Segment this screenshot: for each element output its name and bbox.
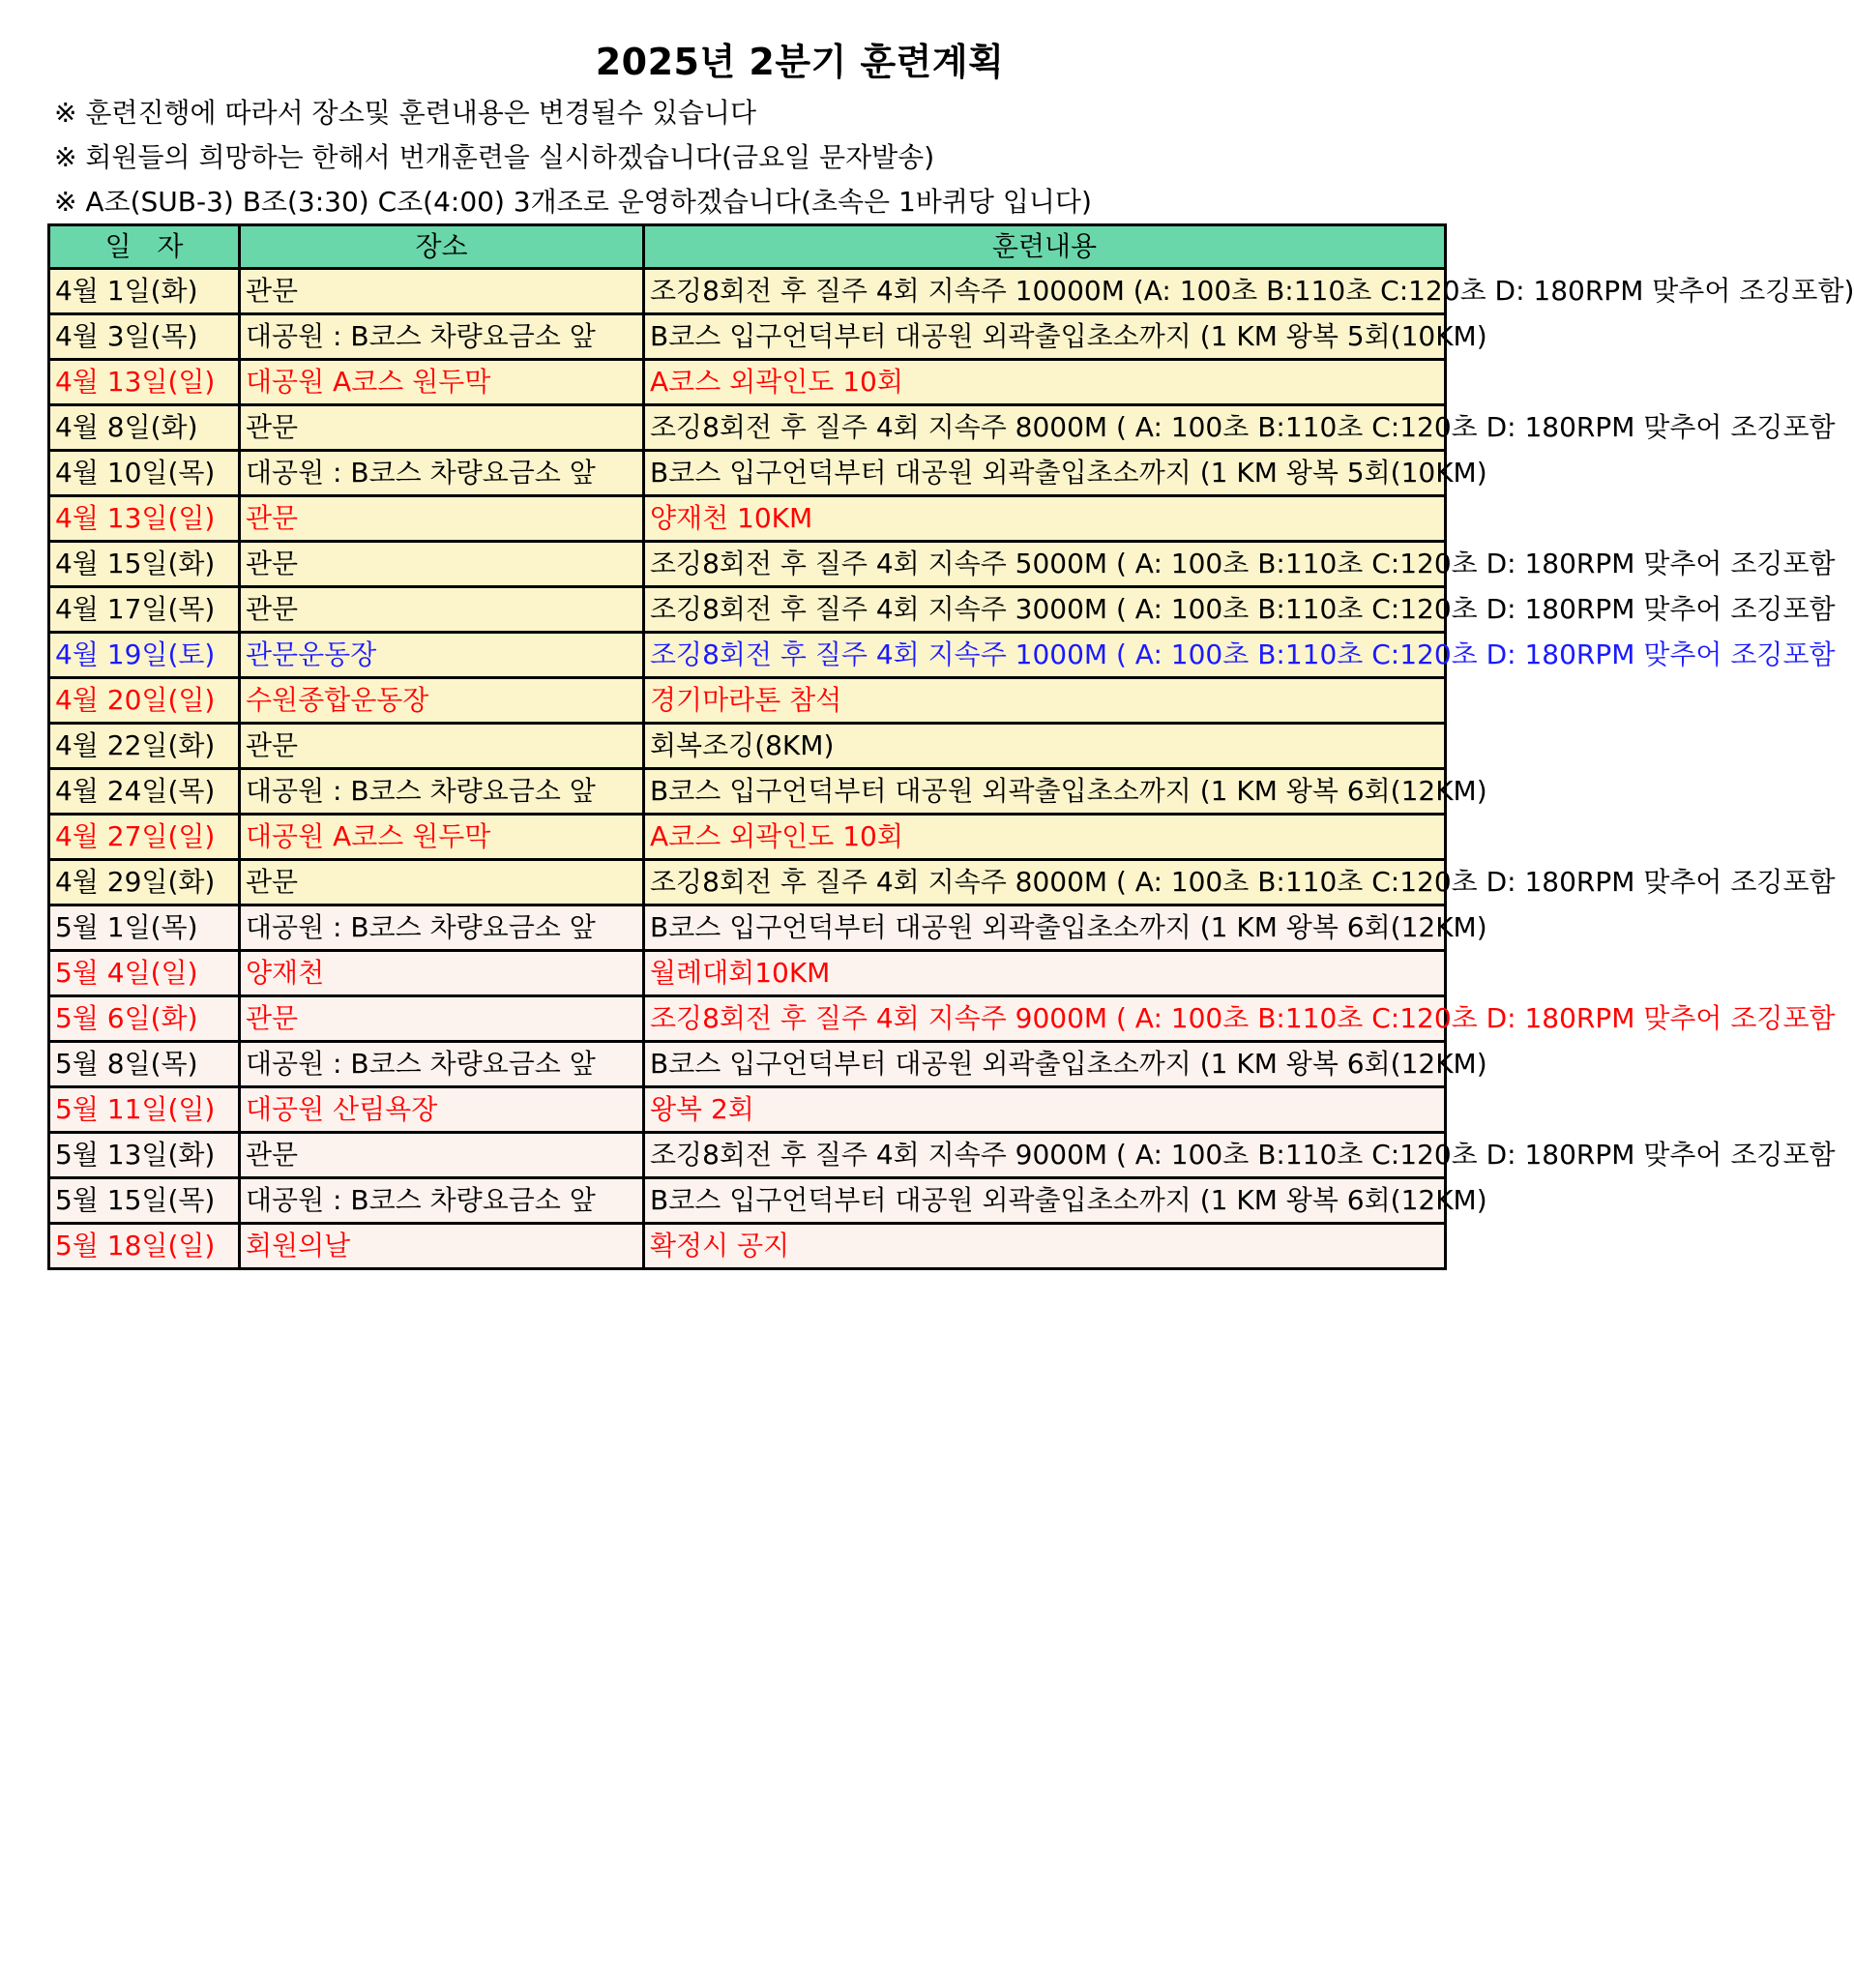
cell-place: 대공원 : B코스 차량요금소 앞	[240, 314, 644, 360]
cell-content: 조깅8회전 후 질주 4회 지속주 5000M ( A: 100초 B:110초 C:120초 D: 180RPM 맞추어 조깅포함	[644, 542, 1446, 587]
cell-content: B코스 입구언덕부터 대공원 외곽출입초소까지 (1 KM 왕복 6회(12KM)	[644, 769, 1446, 815]
table-row	[49, 360, 1446, 405]
cell-date: 4월 20일(일)	[49, 678, 240, 724]
cell-date: 5월 18일(일)	[49, 1224, 240, 1269]
cell-content: B코스 입구언덕부터 대공원 외곽출입초소까지 (1 KM 왕복 5회(10KM)	[644, 451, 1446, 496]
cell-content: 조깅8회전 후 질주 4회 지속주 3000M ( A: 100초 B:110초 C:120초 D: 180RPM 맞추어 조깅포함	[644, 587, 1446, 633]
table-row	[49, 314, 1446, 360]
cell-date: 5월 8일(목)	[49, 1042, 240, 1087]
header-date: 일 자	[49, 225, 240, 269]
table-row	[49, 1042, 1446, 1087]
cell-content: 확정시 공지	[644, 1224, 1446, 1269]
cell-content: B코스 입구언덕부터 대공원 외곽출입초소까지 (1 KM 왕복 6회(12KM)	[644, 1042, 1446, 1087]
cell-place: 대공원 : B코스 차량요금소 앞	[240, 1042, 644, 1087]
cell-date: 4월 19일(토)	[49, 633, 240, 678]
cell-content: 조깅8회전 후 질주 4회 지속주 1000M ( A: 100초 B:110초 C:120초 D: 180RPM 맞추어 조깅포함	[644, 633, 1446, 678]
cell-date: 5월 4일(일)	[49, 951, 240, 996]
cell-date: 4월 13일(일)	[49, 496, 240, 542]
cell-content: 양재천 10KM	[644, 496, 1446, 542]
cell-place: 대공원 : B코스 차량요금소 앞	[240, 1178, 644, 1224]
table-row	[49, 1087, 1446, 1133]
table-row	[49, 860, 1446, 905]
cell-content: A코스 외곽인도 10회	[644, 360, 1446, 405]
cell-place: 대공원 산림욕장	[240, 1087, 644, 1133]
cell-place: 관문	[240, 405, 644, 451]
cell-place: 대공원 : B코스 차량요금소 앞	[240, 451, 644, 496]
cell-date: 5월 6일(화)	[49, 996, 240, 1042]
cell-content: 월례대회10KM	[644, 951, 1446, 996]
table-row	[49, 905, 1446, 951]
header-content: 훈련내용	[644, 225, 1446, 269]
cell-date: 4월 15일(화)	[49, 542, 240, 587]
cell-place: 대공원 A코스 원두막	[240, 360, 644, 405]
table-row	[49, 269, 1446, 314]
cell-place: 관문	[240, 724, 644, 769]
table-row	[49, 724, 1446, 769]
header-place: 장소	[240, 225, 644, 269]
cell-content: A코스 외곽인도 10회	[644, 815, 1446, 860]
cell-date: 4월 10일(목)	[49, 451, 240, 496]
cell-content: B코스 입구언덕부터 대공원 외곽출입초소까지 (1 KM 왕복 5회(10KM)	[644, 314, 1446, 360]
note-item: ※ A조(SUB-3) B조(3:30) C조(4:00) 3개조로 운영하겠습니다(초속은 1바퀴당 입니다)	[54, 186, 1092, 218]
table-row	[49, 1224, 1446, 1269]
table-row	[49, 451, 1446, 496]
cell-place: 관문	[240, 269, 644, 314]
cell-date: 5월 15일(목)	[49, 1178, 240, 1224]
cell-date: 4월 13일(일)	[49, 360, 240, 405]
cell-content: 조깅8회전 후 질주 4회 지속주 9000M ( A: 100초 B:110초 C:120초 D: 180RPM 맞추어 조깅포함	[644, 1133, 1446, 1178]
cell-date: 4월 27일(일)	[49, 815, 240, 860]
cell-content: 왕복 2회	[644, 1087, 1446, 1133]
cell-date: 4월 22일(화)	[49, 724, 240, 769]
cell-place: 관문	[240, 542, 644, 587]
cell-date: 5월 11일(일)	[49, 1087, 240, 1133]
cell-place: 회원의날	[240, 1224, 644, 1269]
cell-place: 관문	[240, 587, 644, 633]
cell-place: 관문	[240, 1133, 644, 1178]
cell-place: 대공원 : B코스 차량요금소 앞	[240, 769, 644, 815]
table-row	[49, 496, 1446, 542]
page-title: 2025년 2분기 훈련계획	[595, 41, 1005, 83]
table-row	[49, 405, 1446, 451]
cell-place: 관문	[240, 860, 644, 905]
cell-place: 대공원 A코스 원두막	[240, 815, 644, 860]
table-header-row	[49, 225, 1446, 269]
table-row	[49, 815, 1446, 860]
cell-content: 경기마라톤 참석	[644, 678, 1446, 724]
table-row	[49, 1133, 1446, 1178]
cell-date: 4월 8일(화)	[49, 405, 240, 451]
cell-content: 조깅8회전 후 질주 4회 지속주 8000M ( A: 100초 B:110초 C:120초 D: 180RPM 맞추어 조깅포함	[644, 405, 1446, 451]
note-item: ※ 회원들의 희망하는 한해서 번개훈련을 실시하겠습니다(금요일 문자발송)	[54, 141, 935, 173]
training-schedule-table	[47, 223, 1854, 1270]
table-row	[49, 587, 1446, 633]
cell-place: 관문	[240, 496, 644, 542]
cell-content: 조깅8회전 후 질주 4회 지속주 8000M ( A: 100초 B:110초 C:120초 D: 180RPM 맞추어 조깅포함	[644, 860, 1446, 905]
cell-place: 관문운동장	[240, 633, 644, 678]
cell-content: 조깅8회전 후 질주 4회 지속주 10000M (A: 100초 B:110초 C:120초 D: 180RPM 맞추어 조깅포함)	[644, 269, 1446, 314]
cell-place: 양재천	[240, 951, 644, 996]
table-row	[49, 951, 1446, 996]
cell-place: 대공원 : B코스 차량요금소 앞	[240, 905, 644, 951]
cell-date: 4월 24일(목)	[49, 769, 240, 815]
cell-date: 4월 1일(화)	[49, 269, 240, 314]
cell-date: 5월 13일(화)	[49, 1133, 240, 1178]
table-body	[49, 269, 1854, 1269]
table-row	[49, 633, 1446, 678]
cell-date: 5월 1일(목)	[49, 905, 240, 951]
cell-content: B코스 입구언덕부터 대공원 외곽출입초소까지 (1 KM 왕복 6회(12KM)	[644, 1178, 1446, 1224]
table-row	[49, 542, 1446, 587]
cell-content: B코스 입구언덕부터 대공원 외곽출입초소까지 (1 KM 왕복 6회(12KM)	[644, 905, 1446, 951]
cell-date: 4월 29일(화)	[49, 860, 240, 905]
note-item: ※ 훈련진행에 따라서 장소및 훈련내용은 변경될수 있습니다	[54, 97, 757, 129]
table-row	[49, 678, 1446, 724]
notes-list	[54, 91, 1563, 224]
table-row	[49, 1178, 1446, 1224]
cell-place: 관문	[240, 996, 644, 1042]
cell-content: 회복조깅(8KM)	[644, 724, 1446, 769]
cell-content: 조깅8회전 후 질주 4회 지속주 9000M ( A: 100초 B:110초 C:120초 D: 180RPM 맞추어 조깅포함	[644, 996, 1446, 1042]
table-row	[49, 996, 1446, 1042]
cell-place: 수원종합운동장	[240, 678, 644, 724]
cell-date: 4월 3일(목)	[49, 314, 240, 360]
table-row	[49, 769, 1446, 815]
cell-date: 4월 17일(목)	[49, 587, 240, 633]
